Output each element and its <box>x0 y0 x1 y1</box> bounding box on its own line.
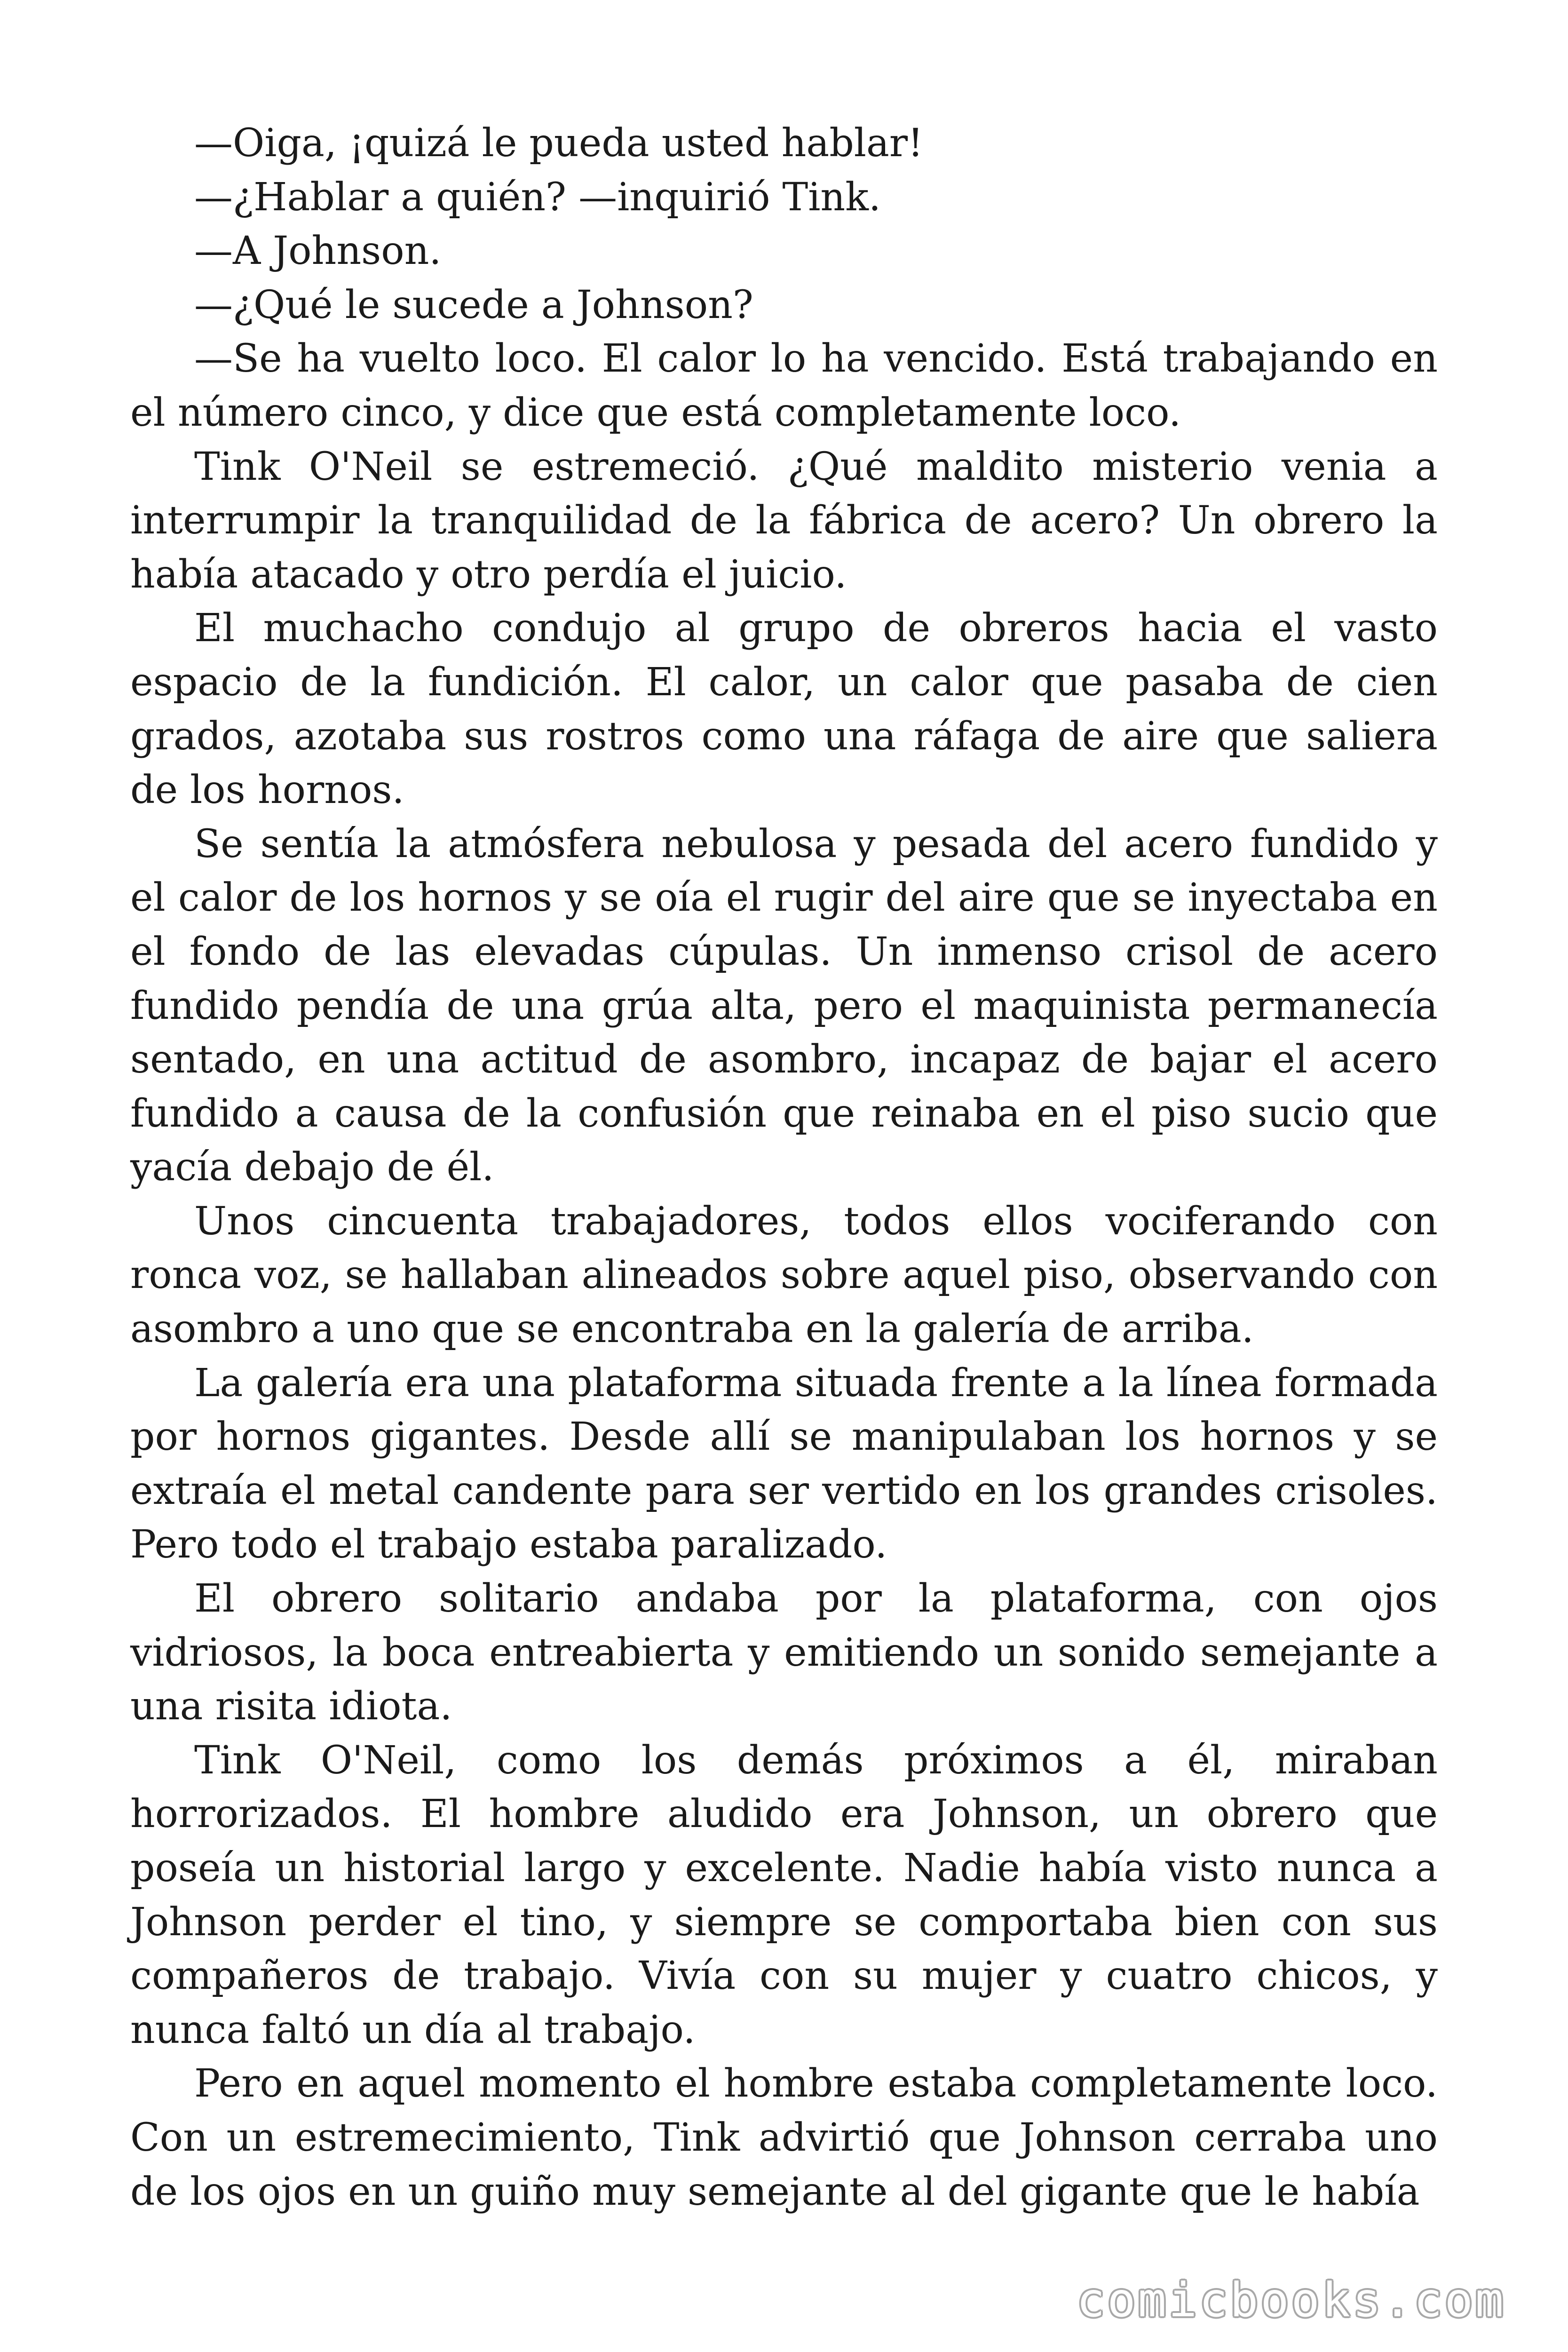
paragraph: El obrero solitario andaba por la plataforma, con ojos vidriosos, la boca entreabierta y emitiendo un sonido semejante a una risita idiota. <box>130 1576 1438 1729</box>
paragraph: La galería era una plataforma situada frente a la línea formada por hornos gigantes. Desde allí se manipulaban los hornos y se extraía el metal candente para ser vertido en los grandes crisoles. Pero todo el trabajo estaba paralizado. <box>130 1360 1438 1567</box>
paragraph: —Se ha vuelto loco. El calor lo ha vencido. Está trabajando en el número cinco, y dice que está completamente loco. <box>130 336 1438 435</box>
paragraph: —¿Qué le sucede a Johnson? <box>194 282 753 327</box>
paragraph: Unos cincuenta trabajadores, todos ellos vociferando con ronca voz, se hallaban alineados sobre aquel piso, observando con asombro a uno que se encontraba en la galería de arriba. <box>130 1199 1438 1352</box>
paragraph: —A Johnson. <box>194 229 442 274</box>
paragraph: —Oiga, ¡quizá le pueda usted hablar! <box>194 121 924 166</box>
paragraph: —¿Hablar a quién? —inquirió Tink. <box>194 175 881 220</box>
paragraph: Tink O'Neil se estremeció. ¿Qué maldito misterio venia a interrumpir la tranquilidad de la fábrica de acero? Un obrero la había atacado y otro perdía el juicio. <box>130 444 1438 597</box>
paragraph: Se sentía la atmósfera nebulosa y pesada del acero fundido y el calor de los hornos y se oía el rugir del aire que se inyectaba en el fondo de las elevadas cúpulas. Un inmenso crisol de acero fundido pendía de una grúa alta, pero el maquinista permanecía sentado, en una actitud de asombro, incapaz de bajar el acero fundido a causa de la confusión que reinaba en el piso sucio que yacía debajo de él. <box>130 821 1438 1190</box>
paragraph: El muchacho condujo al grupo de obreros hacia el vasto espacio de la fundición. El calor, un calor que pasaba de cien grados, azotaba sus rostros como una ráfaga de aire que saliera de los hornos. <box>130 606 1438 813</box>
paragraph: Tink O'Neil, como los demás próximos a él, miraban horrorizados. El hombre aludido era Johnson, un obrero que poseía un historial largo y excelente. Nadie había visto nunca a Johnson perder el tino, y siempre se comportaba bien con sus compañeros de trabajo. Vivía con su mujer y cuatro chicos, y nunca faltó un día al trabajo. <box>130 1738 1438 2052</box>
body-text <box>130 117 1438 2219</box>
watermark: comicbooks.com <box>1077 2273 1506 2328</box>
paragraph: Pero en aquel momento el hombre estaba completamente loco. Con un estremecimiento, Tink advirtió que Johnson cerraba uno de los ojos en un guiño muy semejante al del gigante que le había <box>130 2061 1438 2214</box>
